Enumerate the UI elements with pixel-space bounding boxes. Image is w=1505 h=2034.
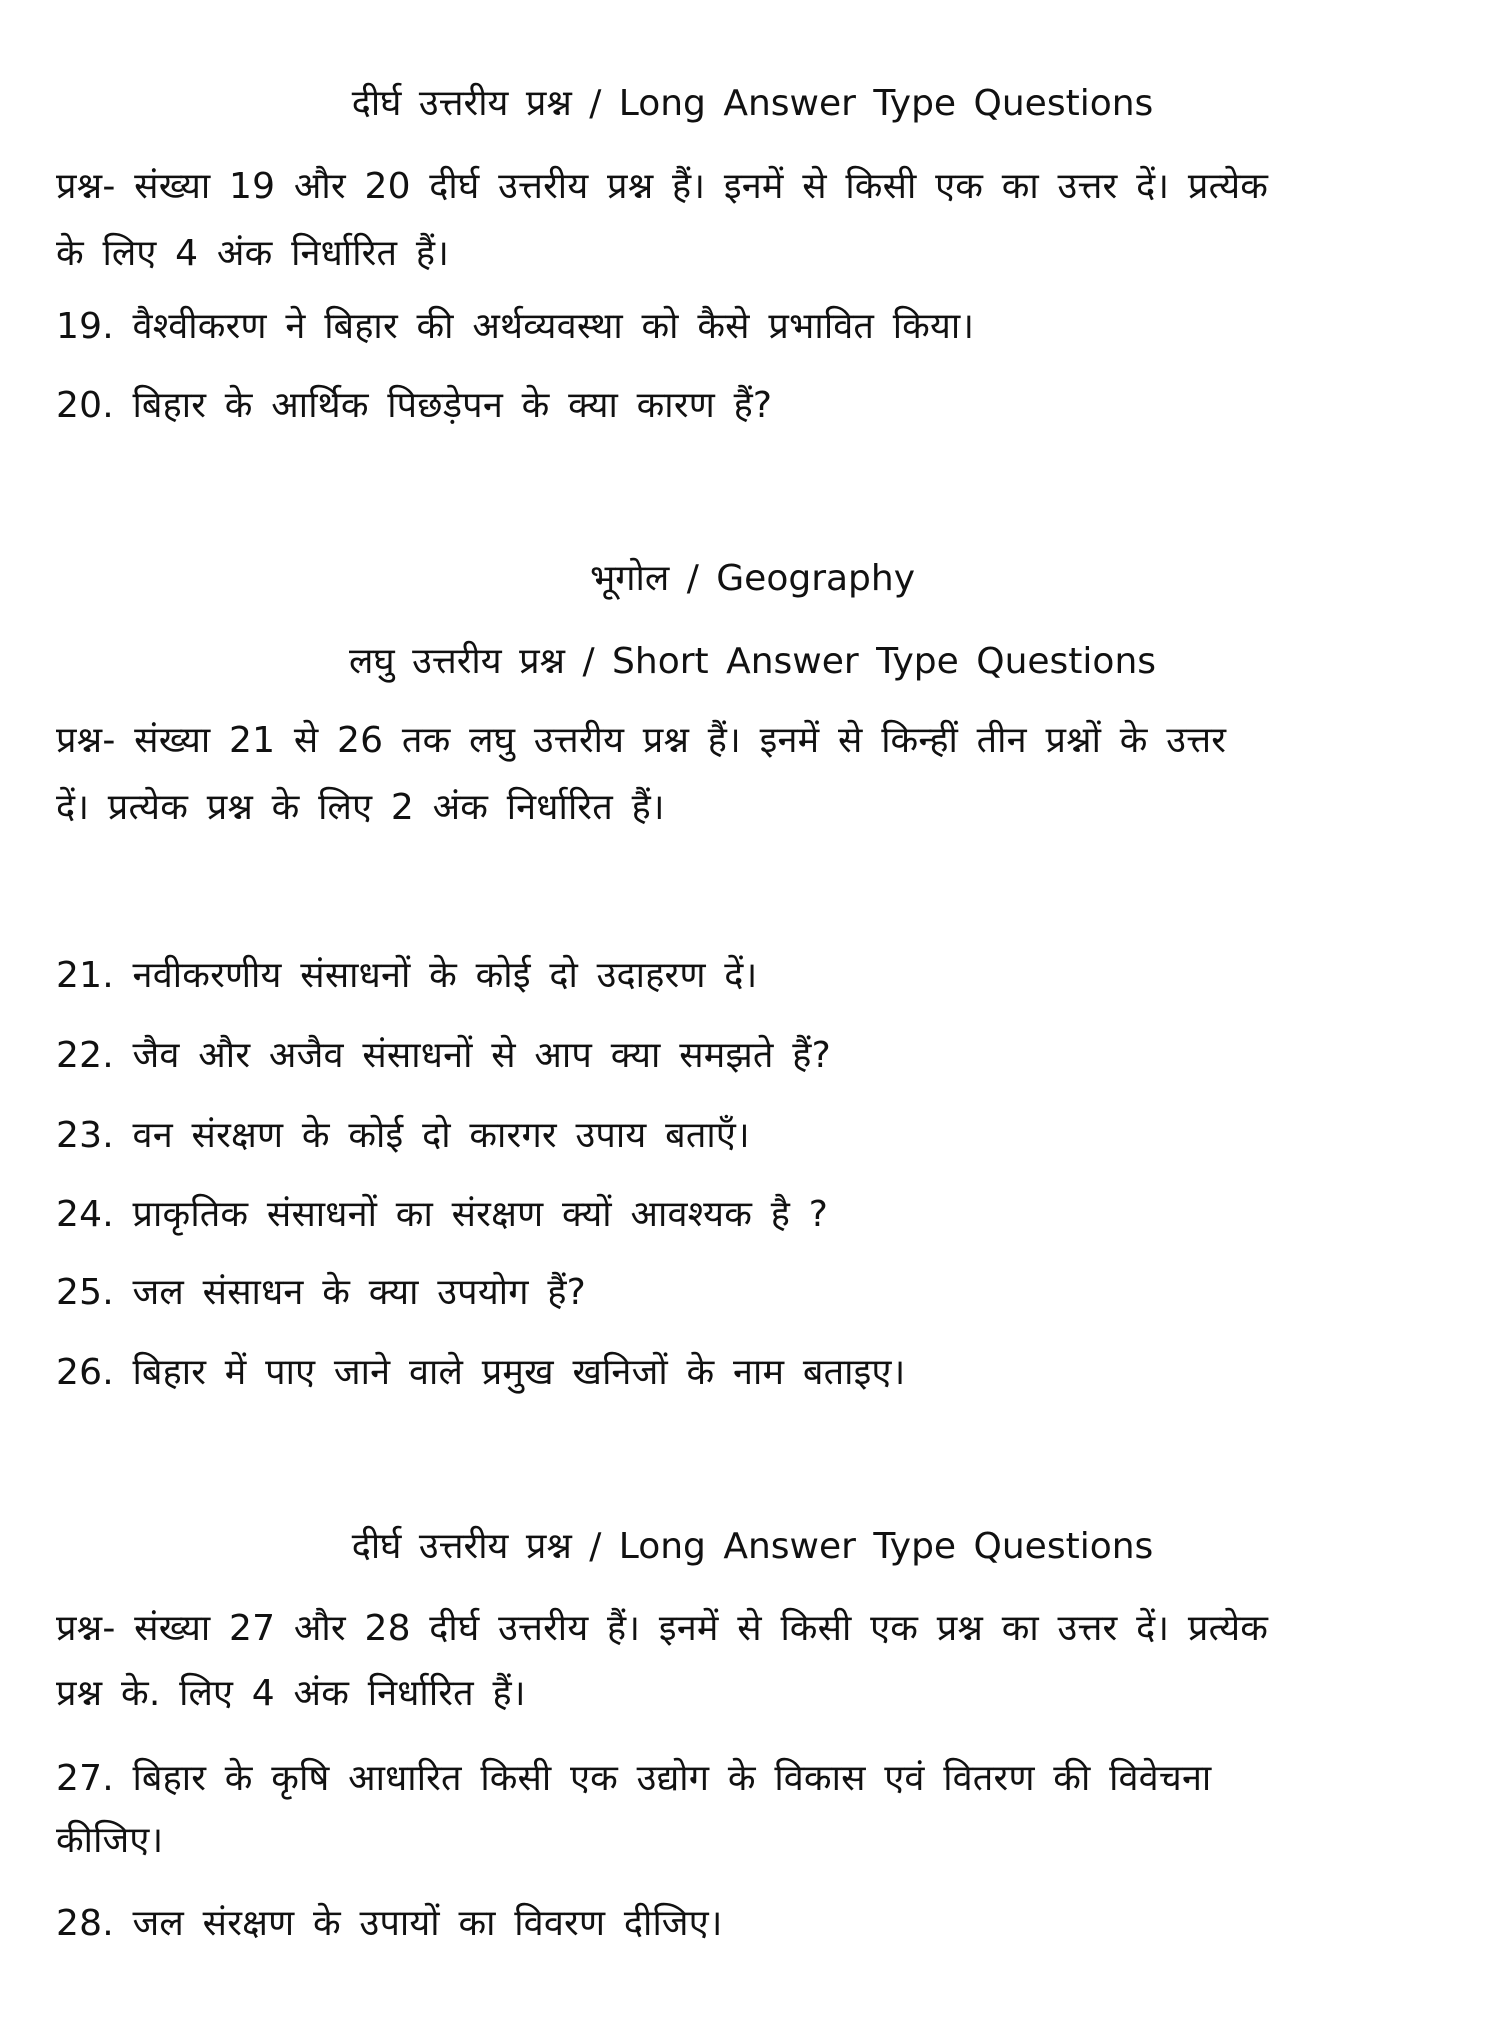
question-number: 25. xyxy=(56,1272,114,1313)
question-text: प्राकृतिक संसाधनों का संरक्षण क्यों आवश्यक है ? xyxy=(132,1194,829,1235)
question-20 xyxy=(56,384,772,428)
question-number: 23. xyxy=(56,1115,114,1156)
long-answer-heading: दीर्घ उत्तरीय प्रश्न / Long Answer Type Questions xyxy=(351,83,1154,124)
instruction-line: दें। प्रत्येक प्रश्न के लिए 2 अंक निर्धारित हैं। xyxy=(56,787,665,828)
question-27-continuation: कीजिए। xyxy=(56,1820,164,1861)
question-text: वैश्वीकरण ने बिहार की अर्थव्यवस्था को कैसे प्रभावित किया। xyxy=(132,306,975,347)
question-text: नवीकरणीय संसाधनों के कोई दो उदाहरण दें। xyxy=(132,955,758,996)
question-number: 28. xyxy=(56,1903,114,1944)
question-26 xyxy=(56,1351,905,1395)
question-number: 20. xyxy=(56,385,114,426)
question-number: 19. xyxy=(56,306,114,347)
long-answer-heading: दीर्घ उत्तरीय प्रश्न / Long Answer Type Questions xyxy=(351,1526,1154,1567)
question-23 xyxy=(56,1114,750,1158)
instruction-line: प्रश्न- संख्या 19 और 20 दीर्घ उत्तरीय प्रश्न हैं। इनमें से किसी एक का उत्तर दें। प्रत्येक xyxy=(56,166,1269,207)
question-text: बिहार में पाए जाने वाले प्रमुख खनिजों के नाम बताइए। xyxy=(132,1352,906,1393)
question-number: 27. xyxy=(56,1758,114,1799)
question-21 xyxy=(56,954,757,998)
instruction-line: प्रश्न- संख्या 21 से 26 तक लघु उत्तरीय प्रश्न हैं। इनमें से किन्हीं तीन प्रश्नों के उत्तर xyxy=(56,720,1227,761)
question-text: बिहार के कृषि आधारित किसी एक उद्योग के विकास एवं वितरण की विवेचना xyxy=(132,1758,1212,1799)
section-title-geography: भूगोल / Geography xyxy=(589,558,916,599)
question-text: वन संरक्षण के कोई दो कारगर उपाय बताएँ। xyxy=(132,1115,750,1156)
question-22 xyxy=(56,1034,831,1078)
question-text: जल संरक्षण के उपायों का विवरण दीजिए। xyxy=(132,1903,723,1944)
question-24 xyxy=(56,1193,828,1237)
instruction-line: प्रश्न- संख्या 27 और 28 दीर्घ उत्तरीय हैं। इनमें से किसी एक प्रश्न का उत्तर दें। प्रत्येक xyxy=(56,1608,1269,1649)
instruction-line: प्रश्न के. लिए 4 अंक निर्धारित हैं। xyxy=(56,1673,526,1714)
question-number: 24. xyxy=(56,1194,114,1235)
short-answer-heading: लघु उत्तरीय प्रश्न / Short Answer Type Questions xyxy=(348,641,1157,682)
question-text: जैव और अजैव संसाधनों से आप क्या समझते हैं? xyxy=(132,1035,831,1076)
question-text: जल संसाधन के क्या उपयोग हैं? xyxy=(132,1272,586,1313)
question-19 xyxy=(56,305,974,349)
question-text: बिहार के आर्थिक पिछड़ेपन के क्या कारण हैं? xyxy=(132,385,773,426)
instruction-line: के लिए 4 अंक निर्धारित हैं। xyxy=(56,233,450,274)
question-25 xyxy=(56,1271,586,1315)
question-27 xyxy=(56,1757,1211,1801)
question-number: 22. xyxy=(56,1035,114,1076)
question-number: 26. xyxy=(56,1352,114,1393)
question-28 xyxy=(56,1902,723,1946)
question-number: 21. xyxy=(56,955,114,996)
